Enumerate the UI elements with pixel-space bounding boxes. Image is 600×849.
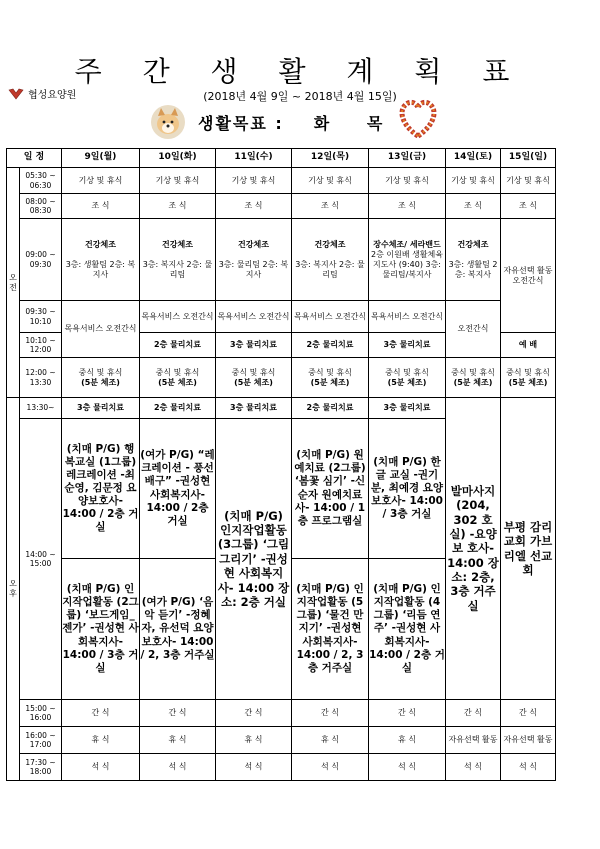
cell: 조 식 bbox=[62, 194, 140, 219]
cell: 목욕서비스 오전간식 bbox=[369, 301, 446, 333]
time-1400: 14:00 ~ 15:00 bbox=[20, 419, 62, 700]
cell: 휴 식 bbox=[216, 727, 292, 754]
col-thu: 12일(목) bbox=[292, 149, 369, 168]
cell: 목욕서비스 오전간식 bbox=[292, 301, 369, 333]
cell: 석 식 bbox=[369, 754, 446, 781]
am-label: 오 전 bbox=[7, 168, 20, 398]
time-1730: 17:30 ~ 18:00 bbox=[20, 754, 62, 781]
cell: 석 식 bbox=[446, 754, 501, 781]
group-text: 2층 이원배 생활체육지도사 (9:40) 3층: 물리팀/복지사 bbox=[371, 249, 443, 279]
fri-0900 bbox=[369, 219, 446, 301]
cell: 3층 물리치료 bbox=[216, 333, 292, 358]
group-text: 3층: 복지사 2층: 물리팀 bbox=[142, 259, 213, 279]
cell: 간 식 bbox=[292, 700, 369, 727]
goal-label: 생활목표 : bbox=[198, 113, 284, 133]
cell: 3층 물리치료 bbox=[216, 398, 292, 419]
time-1500: 15:00 ~ 16:00 bbox=[20, 700, 62, 727]
row-0900 bbox=[7, 219, 556, 301]
thu-program-2: (치매 P/G) 인지작업활동 (5그룹) ‘물건 만지기’ -권성현 사회복지사- 14:00 / 2, 3층 거주실 bbox=[296, 583, 364, 674]
cell bbox=[140, 358, 216, 398]
sun-free: 자유선택 활동 오전간식 bbox=[501, 219, 556, 333]
time-1600: 16:00 ~ 17:00 bbox=[20, 727, 62, 754]
cell: 석 식 bbox=[501, 754, 556, 781]
lunch: 중식 및 휴식 bbox=[308, 367, 352, 377]
cell: 휴 식 bbox=[292, 727, 369, 754]
cell bbox=[369, 358, 446, 398]
cell: 기상 및 휴식 bbox=[292, 168, 369, 194]
fri-programs bbox=[369, 419, 446, 700]
col-mon: 9일(월) bbox=[62, 149, 140, 168]
cell: 기상 및 휴식 bbox=[216, 168, 292, 194]
cell: 기상 및 휴식 bbox=[446, 168, 501, 194]
lunch: 중식 및 휴식 bbox=[451, 367, 495, 377]
cell: 간 식 bbox=[216, 700, 292, 727]
row-1600 bbox=[7, 727, 556, 754]
schedule-table bbox=[6, 148, 556, 781]
group-text: 3층: 복지사 2층: 물리팀 bbox=[295, 259, 365, 279]
cell bbox=[292, 358, 369, 398]
cell: 간 식 bbox=[369, 700, 446, 727]
thu-programs bbox=[292, 419, 369, 700]
goal-value: 화 목 bbox=[313, 113, 399, 133]
cell: 조 식 bbox=[369, 194, 446, 219]
cell: 휴 식 bbox=[62, 727, 140, 754]
cell: 기상 및 휴식 bbox=[62, 168, 140, 194]
time-0530: 05:30 ~ 06:30 bbox=[20, 168, 62, 194]
group-text: 3층: 물리팀 2층: 복지사 bbox=[218, 259, 289, 279]
cell: 조 식 bbox=[292, 194, 369, 219]
time-0930: 09:30 ~ 10:10 bbox=[20, 301, 62, 333]
time-1330: 13:30~ bbox=[20, 398, 62, 419]
cell: 3층 물리치료 bbox=[369, 333, 446, 358]
row-1330 bbox=[7, 398, 556, 419]
cell: 휴 식 bbox=[369, 727, 446, 754]
cell: 간 식 bbox=[501, 700, 556, 727]
cell: 석 식 bbox=[216, 754, 292, 781]
row-0930 bbox=[7, 301, 556, 333]
time-1010: 10:10 ~ 12:00 bbox=[20, 333, 62, 358]
col-sat: 14일(토) bbox=[446, 149, 501, 168]
group-text: 3층: 생활팀 2층: 복지사 bbox=[448, 259, 498, 279]
row-0530 bbox=[7, 168, 556, 194]
time-0900: 09:00 ~ 09:30 bbox=[20, 219, 62, 301]
lunch: 중식 및 휴식 bbox=[506, 367, 550, 377]
lunch-ex: (5분 체조) bbox=[310, 377, 350, 387]
cell: 조 식 bbox=[216, 194, 292, 219]
lunch: 중식 및 휴식 bbox=[78, 367, 123, 377]
tue-program-1: (여가 P/G) “레크레이션 - 풍선 배구” -권성현 사회복지사- 14:00 / 2층 거실 bbox=[140, 419, 215, 559]
cell bbox=[216, 358, 292, 398]
mon-program-2: (치매 P/G) 인지작업활동 (2그룹) ‘보드게임_ 젠가’ -권성현 사회복지사- 14:00 / 3층 거실 bbox=[62, 583, 139, 674]
cell: 석 식 bbox=[140, 754, 216, 781]
thu-program-1: (치매 P/G) 원예치료 (2그룹) ‘봄꽃 심기’ -신순자 원예치료사- 14:00 / 1층 프로그램실 bbox=[292, 419, 368, 559]
cell: 휴 식 bbox=[140, 727, 216, 754]
org-name: 협성요양원 bbox=[28, 90, 77, 101]
cell bbox=[62, 358, 140, 398]
cell: 3층 물리치료 bbox=[369, 398, 446, 419]
sat-0900 bbox=[446, 219, 501, 301]
health-ex: 건강체조 bbox=[162, 239, 193, 249]
goal-row bbox=[150, 104, 398, 140]
row-0800 bbox=[7, 194, 556, 219]
lunch-ex: (5분 체조) bbox=[158, 377, 197, 387]
health-ex: 건강체조 bbox=[85, 239, 116, 249]
fri-ex-title: 장수체조/ 세라밴드 bbox=[373, 239, 441, 249]
health-ex: 건강체조 bbox=[238, 239, 269, 249]
cell: 조 식 bbox=[446, 194, 501, 219]
cell: 조 식 bbox=[140, 194, 216, 219]
cell: 2층 물리치료 bbox=[140, 333, 216, 358]
cell: 자유선택 활동 bbox=[446, 727, 501, 754]
time-0800: 08:00 ~ 08:30 bbox=[20, 194, 62, 219]
cell: 간 식 bbox=[446, 700, 501, 727]
goal-text bbox=[198, 111, 398, 134]
fri-program-2: (치매 P/G) 인지작업활동 (4그룹) ‘리듬 연주’ -권성현 사회복지사- 14:00 / 2층 거실 bbox=[369, 583, 445, 674]
cell: 목욕서비스 오전간식 bbox=[216, 301, 292, 333]
thu-0900 bbox=[292, 219, 369, 301]
col-tue: 10일(화) bbox=[140, 149, 216, 168]
sat-snack: 오전간식 bbox=[446, 301, 501, 358]
tue-program-2: (여가 P/G) ‘음악 듣기’ -정혜자, 유선덕 요양보호사- 14:00 / 2, 3층 거주실 bbox=[140, 596, 215, 661]
row-1730 bbox=[7, 754, 556, 781]
cell: 조 식 bbox=[501, 194, 556, 219]
cell: 2층 물리치료 bbox=[292, 333, 369, 358]
dog-icon bbox=[150, 104, 186, 140]
date-period: (2018년 4월 9일 ~ 2018년 4월 15일) bbox=[203, 90, 397, 103]
fri-program-1: (치매 P/G) 한글 교실 -권기분, 최예경 요양보호사- 14:00 / 3층 거실 bbox=[369, 419, 445, 559]
cell bbox=[446, 358, 501, 398]
wed-program: (치매 P/G) 인지작업활동 (3그룹) ‘그림 그리기’ -권성현 사회복지사- 14:00 장소: 2층 거실 bbox=[216, 419, 292, 700]
cell: 간 식 bbox=[62, 700, 140, 727]
cell: 기상 및 휴식 bbox=[501, 168, 556, 194]
lunch-ex: (5분 체조) bbox=[234, 377, 273, 387]
header-row bbox=[7, 149, 556, 168]
cell: 기상 및 휴식 bbox=[140, 168, 216, 194]
cell: 간 식 bbox=[140, 700, 216, 727]
heart-wreath-icon bbox=[396, 96, 440, 140]
time-1200: 12:00 ~ 13:30 bbox=[20, 358, 62, 398]
mon-0900 bbox=[62, 219, 140, 301]
health-ex: 건강체조 bbox=[457, 239, 489, 249]
page-title: 주 간 생 활 계 획 표 bbox=[74, 55, 526, 88]
lunch-ex: (5분 체조) bbox=[508, 377, 548, 387]
cell bbox=[501, 358, 556, 398]
cell: 석 식 bbox=[62, 754, 140, 781]
col-fri: 13일(금) bbox=[369, 149, 446, 168]
cell: 석 식 bbox=[292, 754, 369, 781]
cell: 목욕서비스 오전간식 bbox=[140, 301, 216, 333]
tue-0900 bbox=[140, 219, 216, 301]
cell: 기상 및 휴식 bbox=[369, 168, 446, 194]
mon-program-1: (치매 P/G) 행복교실 (1그룹) 레크레이션 -최순영, 김문정 요양보호사- 14:00 / 2층 거실 bbox=[62, 419, 139, 559]
cell: 자유선택 활동 bbox=[501, 727, 556, 754]
health-ex: 건강체조 bbox=[314, 239, 346, 249]
col-wed: 11일(수) bbox=[216, 149, 292, 168]
pm-label: 오 후 bbox=[7, 398, 20, 781]
sun-program: 부평 감리교회 가브리엘 선교회 bbox=[501, 398, 556, 700]
lunch: 중식 및 휴식 bbox=[385, 367, 429, 377]
cell: 예 배 bbox=[501, 333, 556, 358]
row-1200 bbox=[7, 358, 556, 398]
lunch-ex: (5분 체조) bbox=[81, 377, 120, 387]
row-1500 bbox=[7, 700, 556, 727]
group-text: 3층: 생활팀 2층: 복지사 bbox=[65, 259, 136, 279]
lunch: 중식 및 휴식 bbox=[231, 367, 276, 377]
lunch: 중식 및 휴식 bbox=[155, 367, 200, 377]
lunch-ex: (5분 체조) bbox=[453, 377, 493, 387]
mon-bath: 목욕서비스 오전간식 bbox=[62, 301, 140, 358]
cell: 3층 물리치료 bbox=[62, 398, 140, 419]
wed-0900 bbox=[216, 219, 292, 301]
cell: 2층 물리치료 bbox=[140, 398, 216, 419]
col-period: 일 정 bbox=[7, 149, 62, 168]
tue-programs bbox=[140, 419, 216, 700]
cell: 2층 물리치료 bbox=[292, 398, 369, 419]
mon-programs bbox=[62, 419, 140, 700]
sat-program: 발마사지 (204, 302 호실) -요양보 호사- 14:00 장소: 2층, 3층 거주실 bbox=[446, 398, 501, 700]
col-sun: 15일(일) bbox=[501, 149, 556, 168]
lunch-ex: (5분 체조) bbox=[387, 377, 427, 387]
